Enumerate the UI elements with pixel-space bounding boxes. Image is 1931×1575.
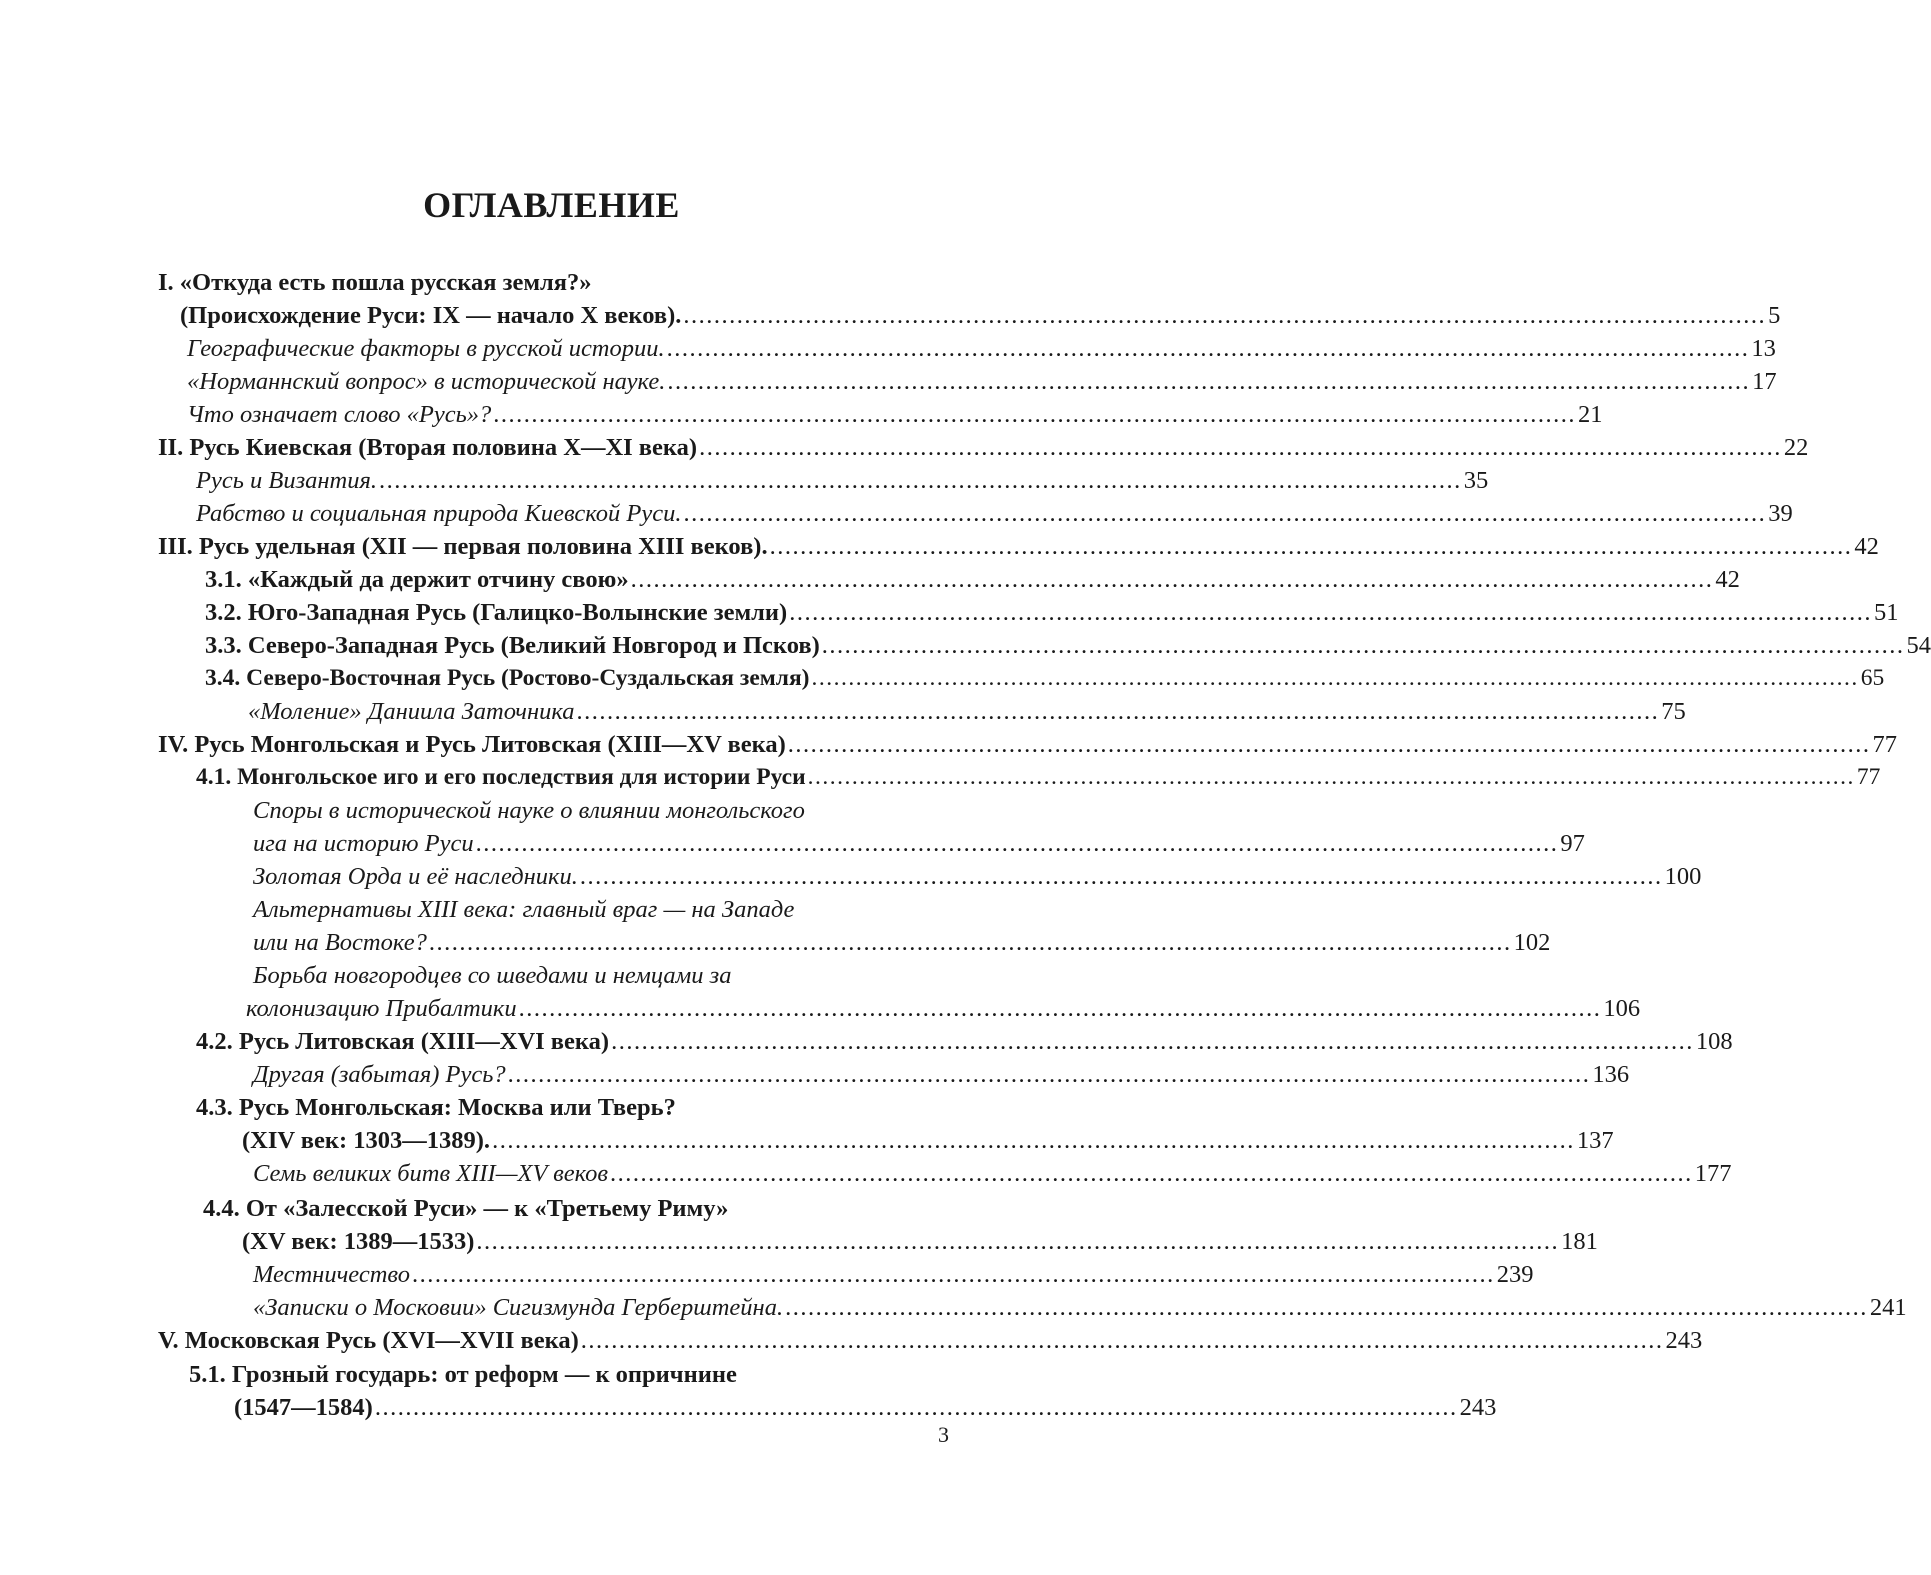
page-title: ОГЛАВЛЕНИЕ xyxy=(423,185,680,225)
toc-entry-label: Местничество xyxy=(253,1261,410,1288)
dot-leader: .............................................................................................................................................. xyxy=(411,1261,1495,1288)
toc-entry[interactable] xyxy=(158,1324,1703,1357)
toc-entry[interactable] xyxy=(242,1124,1614,1157)
toc-entry[interactable] xyxy=(196,497,1793,530)
toc-entry[interactable] xyxy=(196,761,1881,794)
toc-entry-label: III. Русь удельная (XII — первая половина XIII веков). xyxy=(158,533,768,560)
toc-entry[interactable] xyxy=(158,530,1879,563)
toc-entry-page: 100 xyxy=(1664,863,1702,890)
toc-entry[interactable] xyxy=(234,1391,1497,1424)
toc-entry[interactable] xyxy=(180,299,1781,332)
toc-entry[interactable] xyxy=(158,431,1809,464)
toc-entry-label: 4.4. От «Залесской Руси» — к «Третьему Риму» xyxy=(203,1195,729,1222)
toc-entry-page: 108 xyxy=(1695,1028,1733,1055)
toc-entry-page: 137 xyxy=(1576,1127,1614,1154)
dot-leader: .............................................................................................................................................. xyxy=(379,467,1462,494)
toc-entry[interactable] xyxy=(196,1091,676,1124)
dot-leader: .............................................................................................................................................. xyxy=(579,863,1663,890)
toc-entry-label: 3.2. Юго-Западная Русь (Галицко-Волынские земли) xyxy=(205,599,788,626)
toc-entry-label: «Записки о Московии» Сигизмунда Герберштейна. xyxy=(253,1294,784,1321)
dot-leader: .............................................................................................................................................. xyxy=(807,764,1855,790)
toc-entry-page: 243 xyxy=(1459,1394,1497,1421)
toc-entry-label: Споры в исторической науке о влиянии монгольского xyxy=(253,797,805,824)
toc-entry-label: Золотая Орда и её наследники. xyxy=(253,863,578,890)
toc-entry[interactable] xyxy=(187,365,1777,398)
toc-entry[interactable] xyxy=(253,959,731,992)
dot-leader: .............................................................................................................................................. xyxy=(630,566,1714,593)
toc-entry-page: 243 xyxy=(1665,1327,1703,1354)
toc-entry-label: Географические факторы в русской истории. xyxy=(187,335,665,362)
dot-leader: .............................................................................................................................................. xyxy=(667,368,1751,395)
dot-leader: .............................................................................................................................................. xyxy=(821,632,1905,659)
toc-entry-page: 97 xyxy=(1560,830,1585,857)
toc-entry-label: ига на историю Руси xyxy=(253,830,474,857)
toc-entry[interactable] xyxy=(187,332,1776,365)
toc-entry-page: 177 xyxy=(1694,1160,1732,1187)
toc-entry-page: 17 xyxy=(1752,368,1777,395)
dot-leader: .............................................................................................................................................. xyxy=(699,434,1782,461)
toc-entry-page: 136 xyxy=(1592,1061,1630,1088)
toc-entry-page: 77 xyxy=(1856,764,1881,790)
toc-entry-page: 5 xyxy=(1768,302,1781,329)
dot-leader: .............................................................................................................................................. xyxy=(787,731,1871,758)
dot-leader: .............................................................................................................................................. xyxy=(428,929,1512,956)
toc-entry[interactable] xyxy=(187,398,1603,431)
toc-entry[interactable] xyxy=(253,827,1585,860)
toc-entry[interactable] xyxy=(158,728,1897,761)
toc-entry-label: IV. Русь Монгольская и Русь Литовская (XIII—XV века) xyxy=(158,731,786,758)
toc-entry-label: колонизацию Прибалтики xyxy=(246,995,517,1022)
toc-entry[interactable] xyxy=(158,266,592,299)
toc-entry-label: или на Востоке? xyxy=(253,929,427,956)
toc-entry-label: 3.4. Северо-Восточная Русь (Ростово-Суздальская земля) xyxy=(205,665,810,691)
toc-entry-label: Рабство и социальная природа Киевской Руси. xyxy=(196,500,682,527)
toc-entry[interactable] xyxy=(205,629,1931,662)
toc-entry-label: «Норманнский вопрос» в исторической науке. xyxy=(187,368,666,395)
dot-leader: .............................................................................................................................................. xyxy=(769,533,1853,560)
toc-entry[interactable] xyxy=(189,1358,737,1391)
toc-entry[interactable] xyxy=(203,1192,728,1225)
toc-entry-page: 35 xyxy=(1463,467,1489,494)
toc-entry[interactable] xyxy=(253,1258,1534,1291)
toc-entry-page: 241 xyxy=(1869,1294,1907,1321)
toc-entry-label: (1547—1584) xyxy=(234,1394,373,1421)
toc-entry-page: 106 xyxy=(1603,995,1641,1022)
toc-entry[interactable] xyxy=(253,860,1702,893)
toc-entry-page: 239 xyxy=(1496,1261,1534,1288)
dot-leader: .............................................................................................................................................. xyxy=(611,1028,1694,1055)
dot-leader: .............................................................................................................................................. xyxy=(476,1228,1560,1255)
toc-entry-label: 4.3. Русь Монгольская: Москва или Тверь? xyxy=(196,1094,676,1121)
toc-entry-page: 51 xyxy=(1873,599,1899,626)
toc-entry[interactable] xyxy=(205,662,1885,695)
dot-leader: .............................................................................................................................................. xyxy=(492,1127,1575,1154)
toc-entry[interactable] xyxy=(246,992,1641,1025)
toc-entry-page: 181 xyxy=(1561,1228,1598,1255)
toc-entry-label: Борьба новгородцев со шведами и немцами за xyxy=(253,962,732,989)
toc-entry-label: Другая (забытая) Русь? xyxy=(253,1061,506,1088)
toc-entry-label: I. «Откуда есть пошла русская земля?» xyxy=(158,269,592,296)
toc-entry-page: 65 xyxy=(1860,665,1885,691)
toc-entry[interactable] xyxy=(196,1025,1733,1058)
toc-entry-label: (XIV век: 1303—1389). xyxy=(242,1127,491,1154)
toc-entry[interactable] xyxy=(196,464,1489,497)
toc-entry-page: 102 xyxy=(1513,929,1551,956)
toc-entry[interactable] xyxy=(205,563,1740,596)
toc-entry[interactable] xyxy=(253,926,1551,959)
toc-entry[interactable] xyxy=(253,1157,1732,1190)
toc-entry-label: V. Московская Русь (XVI—XVII века) xyxy=(158,1327,579,1354)
toc-entry-page: 42 xyxy=(1715,566,1740,593)
toc-entry[interactable] xyxy=(242,1225,1598,1258)
dot-leader: .............................................................................................................................................. xyxy=(374,1394,1458,1421)
toc-entry[interactable] xyxy=(253,794,805,827)
dot-leader: .............................................................................................................................................. xyxy=(666,335,1750,362)
toc-entry-label: (XV век: 1389—1533) xyxy=(242,1228,475,1255)
dot-leader: .............................................................................................................................................. xyxy=(518,995,1602,1022)
toc-entry-page: 22 xyxy=(1783,434,1809,461)
toc-entry[interactable] xyxy=(253,1291,1907,1324)
toc-entry-label: Альтернативы XIII века: главный враг — на Западе xyxy=(253,896,795,923)
toc-entry-page: 75 xyxy=(1661,698,1686,725)
toc-entry-label: 4.2. Русь Литовская (XIII—XVI века) xyxy=(196,1028,610,1055)
dot-leader: .............................................................................................................................................. xyxy=(789,599,1872,626)
toc-entry-label: 4.1. Монгольское иго и его последствия для истории Руси xyxy=(196,764,806,790)
toc-entry-label: 5.1. Грозный государь: от реформ — к опричнине xyxy=(189,1361,737,1388)
dot-leader: .............................................................................................................................................. xyxy=(580,1327,1664,1354)
toc-entry[interactable] xyxy=(205,596,1899,629)
toc-entry-label: II. Русь Киевская (Вторая половина X—XI века) xyxy=(158,434,698,461)
toc-entry-label: 3.3. Северо-Западная Русь (Великий Новгород и Псков) xyxy=(205,632,820,659)
dot-leader: .............................................................................................................................................. xyxy=(576,698,1660,725)
dot-leader: .............................................................................................................................................. xyxy=(683,302,1767,329)
toc-entry[interactable] xyxy=(253,1058,1630,1091)
dot-leader: .............................................................................................................................................. xyxy=(475,830,1559,857)
toc-entry[interactable] xyxy=(253,893,794,926)
toc-entry-page: 13 xyxy=(1751,335,1776,362)
toc-entry-label: Семь великих битв XIII—XV веков xyxy=(253,1160,609,1187)
toc-entry-label: (Происхождение Руси: IX — начало X веков). xyxy=(180,302,682,329)
toc-entry-page: 54 xyxy=(1906,632,1931,659)
toc-entry-label: «Моление» Даниила Заточника xyxy=(248,698,575,725)
toc-entry-label: 3.1. «Каждый да держит отчину свою» xyxy=(205,566,629,593)
dot-leader: .............................................................................................................................................. xyxy=(683,500,1767,527)
toc-entry-label: Что означает слово «Русь»? xyxy=(187,401,492,428)
toc-entry-page: 21 xyxy=(1577,401,1603,428)
toc-entry-label: Русь и Византия. xyxy=(196,467,377,494)
toc-entry-page: 39 xyxy=(1768,500,1793,527)
dot-leader: .............................................................................................................................................. xyxy=(507,1061,1591,1088)
dot-leader: .............................................................................................................................................. xyxy=(811,665,1859,691)
dot-leader: .............................................................................................................................................. xyxy=(493,401,1576,428)
page-number: 3 xyxy=(938,1422,949,1447)
toc-entry[interactable] xyxy=(248,695,1686,728)
dot-leader: .............................................................................................................................................. xyxy=(610,1160,1693,1187)
toc-entry-page: 42 xyxy=(1854,533,1879,560)
toc-entry-page: 77 xyxy=(1872,731,1897,758)
dot-leader: .............................................................................................................................................. xyxy=(785,1294,1868,1321)
